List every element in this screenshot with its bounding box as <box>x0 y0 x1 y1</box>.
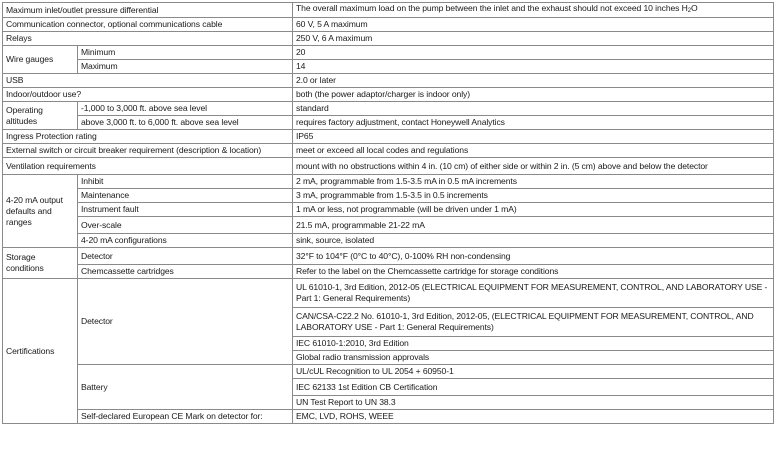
row-sublabel: Battery <box>78 365 293 410</box>
row-sublabel: Detector <box>78 248 293 265</box>
label-line: Storage <box>6 252 36 262</box>
label-line: ranges <box>6 216 32 227</box>
row-value: CAN/CSA-C22.2 No. 61010-1, 3rd Edition, 2012-05, (ELECTRICAL EQUIPMENT FOR MEASUREMENT, CONTROL, AND LABORATORY USE - Part 1: General Requirements) <box>293 308 774 337</box>
row-value: IP65 <box>293 130 774 144</box>
pressure-value-subscript: 2 <box>687 8 692 14</box>
row-label <box>3 248 78 279</box>
row-value: both (the power adaptor/charger is indoor only) <box>293 88 774 102</box>
row-value: EMC, LVD, ROHS, WEEE <box>293 410 774 424</box>
row-label: Maximum inlet/outlet pressure differential <box>3 3 293 18</box>
label-line: 4-20 mA output <box>6 194 63 205</box>
table-row <box>3 234 774 248</box>
row-sublabel: Detector <box>78 279 293 365</box>
row-label: Relays <box>3 32 293 46</box>
row-label: Wire gauges <box>3 46 78 74</box>
row-value: mount with no obstructions within 4 in. (10 cm) of either side or within 2 in. (5 cm) above and below the detector <box>293 158 774 175</box>
row-value <box>293 3 774 18</box>
table-row <box>3 158 774 175</box>
table-row <box>3 3 774 18</box>
table-row <box>3 189 774 203</box>
row-sublabel: Over-scale <box>78 217 293 234</box>
table-row <box>3 248 774 265</box>
row-label: Indoor/outdoor use? <box>3 88 293 102</box>
table-row <box>3 116 774 130</box>
label-line: conditions <box>6 263 44 273</box>
row-sublabel: Maintenance <box>78 189 293 203</box>
row-value: Global radio transmission approvals <box>293 351 774 365</box>
table-row <box>3 102 774 116</box>
label-line: altitudes <box>6 115 38 126</box>
table-row <box>3 144 774 158</box>
row-value: 2.0 or later <box>293 74 774 88</box>
row-value: UN Test Report to UN 38.3 <box>293 396 774 410</box>
label-line: defaults and <box>6 205 52 216</box>
row-sublabel: 4-20 mA configurations <box>78 234 293 248</box>
table-row <box>3 217 774 234</box>
label-line: Operating <box>6 104 43 115</box>
row-sublabel: above 3,000 ft. to 6,000 ft. above sea level <box>78 116 293 130</box>
row-value: 21.5 mA, programmable 21-22 mA <box>293 217 774 234</box>
row-sublabel: Chemcassette cartridges <box>78 265 293 279</box>
row-value: 32°F to 104°F (0°C to 40°C), 0-100% RH non-condensing <box>293 248 774 265</box>
table-row <box>3 203 774 217</box>
row-sublabel: Inhibit <box>78 175 293 189</box>
row-label <box>3 102 78 130</box>
table-row <box>3 365 774 379</box>
table-row <box>3 88 774 102</box>
row-value: requires factory adjustment, contact Honeywell Analytics <box>293 116 774 130</box>
table-row <box>3 130 774 144</box>
row-label: USB <box>3 74 293 88</box>
table-row <box>3 60 774 74</box>
row-sublabel: Minimum <box>78 46 293 60</box>
row-value: 20 <box>293 46 774 60</box>
table-row <box>3 175 774 189</box>
row-value: UL 61010-1, 3rd Edition, 2012-05 (ELECTRICAL EQUIPMENT FOR MEASUREMENT, CONTROL, AND LABORATORY USE - Part 1: General Requirements) <box>293 279 774 308</box>
table-row <box>3 46 774 60</box>
row-value: IEC 62133 1st Edition CB Certification <box>293 379 774 396</box>
row-label: Ingress Protection rating <box>3 130 293 144</box>
row-label: Ventilation requirements <box>3 158 293 175</box>
row-label: Communication connector, optional communications cable <box>3 18 293 32</box>
table-row <box>3 279 774 308</box>
table-row <box>3 265 774 279</box>
row-value: UL/cUL Recognition to UL 2054 + 60950-1 <box>293 365 774 379</box>
row-label: Certifications <box>3 279 78 424</box>
pressure-value-text: The overall maximum load on the pump between the inlet and the exhaust should not exceed 10 inches H <box>296 3 688 13</box>
row-value: 3 mA, programmable from 1.5-3.5 in 0.5 increments <box>293 189 774 203</box>
table-row <box>3 74 774 88</box>
row-value: 2 mA, programmable from 1.5-3.5 mA in 0.5 mA increments <box>293 175 774 189</box>
row-value: standard <box>293 102 774 116</box>
row-value: sink, source, isolated <box>293 234 774 248</box>
table-row <box>3 410 774 424</box>
row-value: 14 <box>293 60 774 74</box>
row-value: 60 V, 5 A maximum <box>293 18 774 32</box>
row-label <box>3 175 78 248</box>
row-sublabel: -1,000 to 3,000 ft. above sea level <box>78 102 293 116</box>
row-value: 1 mA or less, not programmable (will be driven under 1 mA) <box>293 203 774 217</box>
row-sublabel: Maximum <box>78 60 293 74</box>
table-row <box>3 18 774 32</box>
row-value: Refer to the label on the Chemcassette cartridge for storage conditions <box>293 265 774 279</box>
row-sublabel: Self-declared European CE Mark on detector for: <box>78 410 293 424</box>
specifications-table <box>2 2 774 424</box>
row-value: IEC 61010-1:2010, 3rd Edition <box>293 337 774 351</box>
row-label: External switch or circuit breaker requirement (description & location) <box>3 144 293 158</box>
pressure-value-tail: O <box>691 3 698 13</box>
row-value: 250 V, 6 A maximum <box>293 32 774 46</box>
row-value: meet or exceed all local codes and regulations <box>293 144 774 158</box>
table-row <box>3 32 774 46</box>
row-sublabel: Instrument fault <box>78 203 293 217</box>
